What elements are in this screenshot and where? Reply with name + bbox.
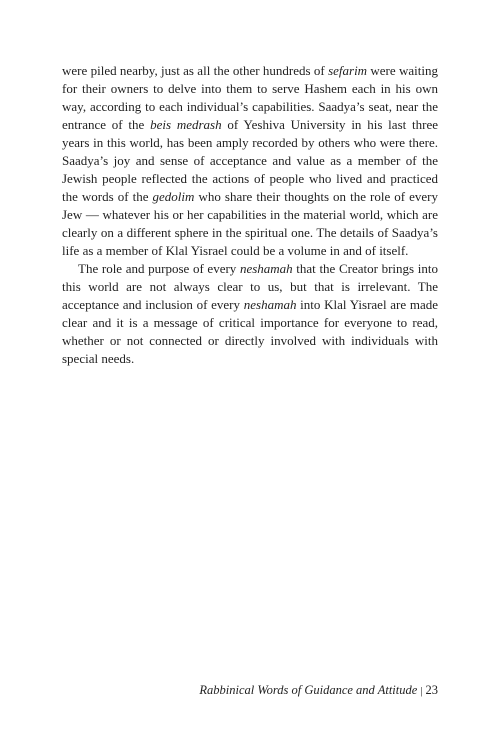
- text-run: of Yeshiva University in his last three years in this world, has been amply recorded by others who were there. Saadya’s joy and sense of acceptance and value as a member of the Jewish people reflected the actions of people who lived and practiced the words of the: [62, 117, 439, 204]
- text-run: that the Creator brings into this world are not always clear to us, but that is irrelevant. The acceptance and inclusion of every: [62, 261, 438, 312]
- text-run: were waiting for their owners to delve into them to serve Hashem each in his own way, according to each individual’s capabilities. Saadya’s seat, near the entrance of the: [62, 63, 438, 132]
- text-run: into Klal Yisrael are made clear and it is a message of critical importance for everyone to read, whether or not connected or directly involved with individuals with special needs.: [62, 297, 439, 366]
- italic-term: neshamah: [239, 261, 293, 276]
- italic-term: sefarim: [328, 63, 368, 78]
- italic-term: gedolim: [152, 189, 195, 204]
- page-footer: [199, 683, 438, 698]
- running-title: Rabbinical Words of Guidance and Attitude: [199, 683, 418, 697]
- page-number: 23: [425, 683, 438, 697]
- footer-separator: |: [420, 685, 423, 697]
- text-run: were piled nearby, just as all the other hundreds of: [62, 63, 329, 78]
- paragraph-2: [62, 260, 438, 368]
- italic-term: beis medrash: [150, 117, 222, 132]
- body-text: [62, 62, 438, 368]
- italic-term: neshamah: [243, 297, 297, 312]
- text-run: The role and purpose of every: [78, 261, 240, 276]
- text-run: who share their thoughts on the role of every Jew — whatever his or her capabilities in the material world, which are clearly on a different sphere in the spiritual one. The details of Saadya’s life as a member of Klal Yisrael could be a volume in and of itself.: [62, 189, 438, 258]
- paragraph-1: [62, 62, 438, 260]
